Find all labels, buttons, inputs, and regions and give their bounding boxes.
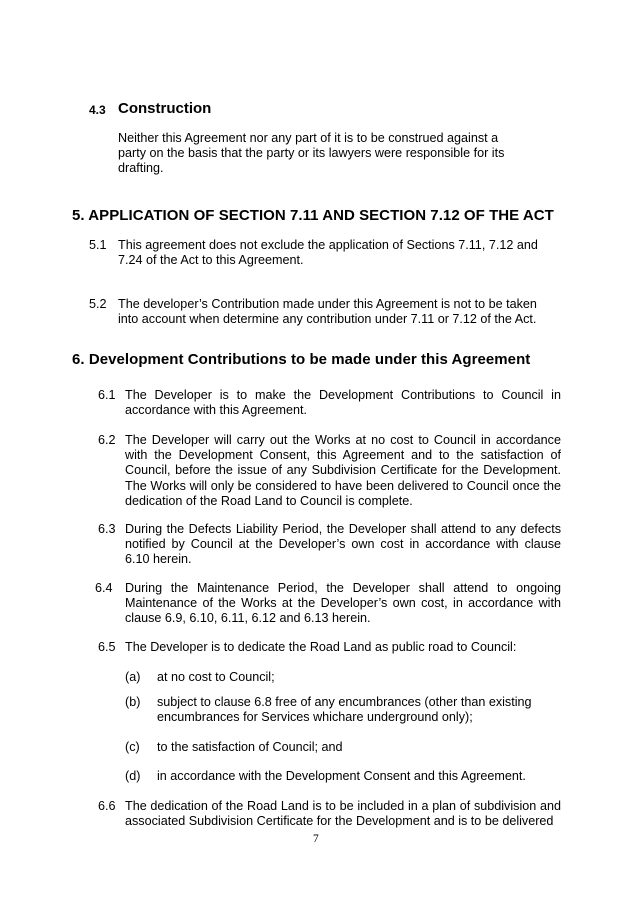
subitem-label: (c) xyxy=(125,740,140,754)
subitem-text: subject to clause 6.8 free of any encumbrances (other than existing encumbrances for Services whichare underground only); xyxy=(157,695,532,725)
clause-number: 6.6 xyxy=(98,799,116,813)
subsection-body: Neither this Agreement nor any part of it is to be construed against a party on the basis that the party or its lawyers were responsible for its drafting. xyxy=(118,131,505,176)
clause-number: 5.1 xyxy=(89,238,107,252)
clause-text: The Developer will carry out the Works at no cost to Council in accordance with the Development Consent, this Agreement and to the satisfaction of Council, before the issue of any Subdivision Certificate for the Development. The Works will only be considered to have been delivered to Council once the dedication of the Road Land to Council is complete. xyxy=(125,433,561,508)
clause-number: 6.5 xyxy=(98,640,116,654)
clause-text: The developer’s Contribution made under this Agreement is not to be taken into account when determine any contribution under 7.11 or 7.12 of the Act. xyxy=(118,297,537,327)
subitem-label: (d) xyxy=(125,769,141,783)
subitem-label: (a) xyxy=(125,670,141,684)
subsection-number: 4.3 xyxy=(89,103,106,117)
clause-text: The Developer is to make the Development Contributions to Council in accordance with this Agreement. xyxy=(125,388,561,418)
section-heading: 5. APPLICATION OF SECTION 7.11 AND SECTION 7.12 OF THE ACT xyxy=(72,207,554,224)
clause-number: 6.2 xyxy=(98,433,116,447)
clause-text: The Developer is to dedicate the Road Land as public road to Council: xyxy=(125,640,517,654)
page-number: 7 xyxy=(313,833,319,845)
clause-text: The dedication of the Road Land is to be included in a plan of subdivision and associated Subdivision Certificate for the Development and is to be delivered xyxy=(125,799,561,829)
clause-number: 5.2 xyxy=(89,297,107,311)
clause-text: During the Defects Liability Period, the Developer shall attend to any defects notified by Council at the Developer’s own cost in accordance with clause 6.10 herein. xyxy=(125,522,561,567)
clause-number: 6.3 xyxy=(98,522,116,536)
subitem-text: at no cost to Council; xyxy=(157,670,275,684)
subitem-text: to the satisfaction of Council; and xyxy=(157,740,343,754)
section-heading: 6. Development Contributions to be made under this Agreement xyxy=(72,351,531,368)
clause-number: 6.1 xyxy=(98,388,116,402)
subitem-text: in accordance with the Development Consent and this Agreement. xyxy=(157,769,526,783)
clause-text: This agreement does not exclude the application of Sections 7.11, 7.12 and 7.24 of the Act to this Agreement. xyxy=(118,238,538,268)
subitem-label: (b) xyxy=(125,695,141,709)
clause-text: During the Maintenance Period, the Developer shall attend to ongoing Maintenance of the Works at the Developer’s own cost, in accordance with clause 6.9, 6.10, 6.11, 6.12 and 6.13 herein. xyxy=(125,581,561,626)
subsection-title: Construction xyxy=(118,100,212,117)
clause-number: 6.4 xyxy=(95,581,113,595)
